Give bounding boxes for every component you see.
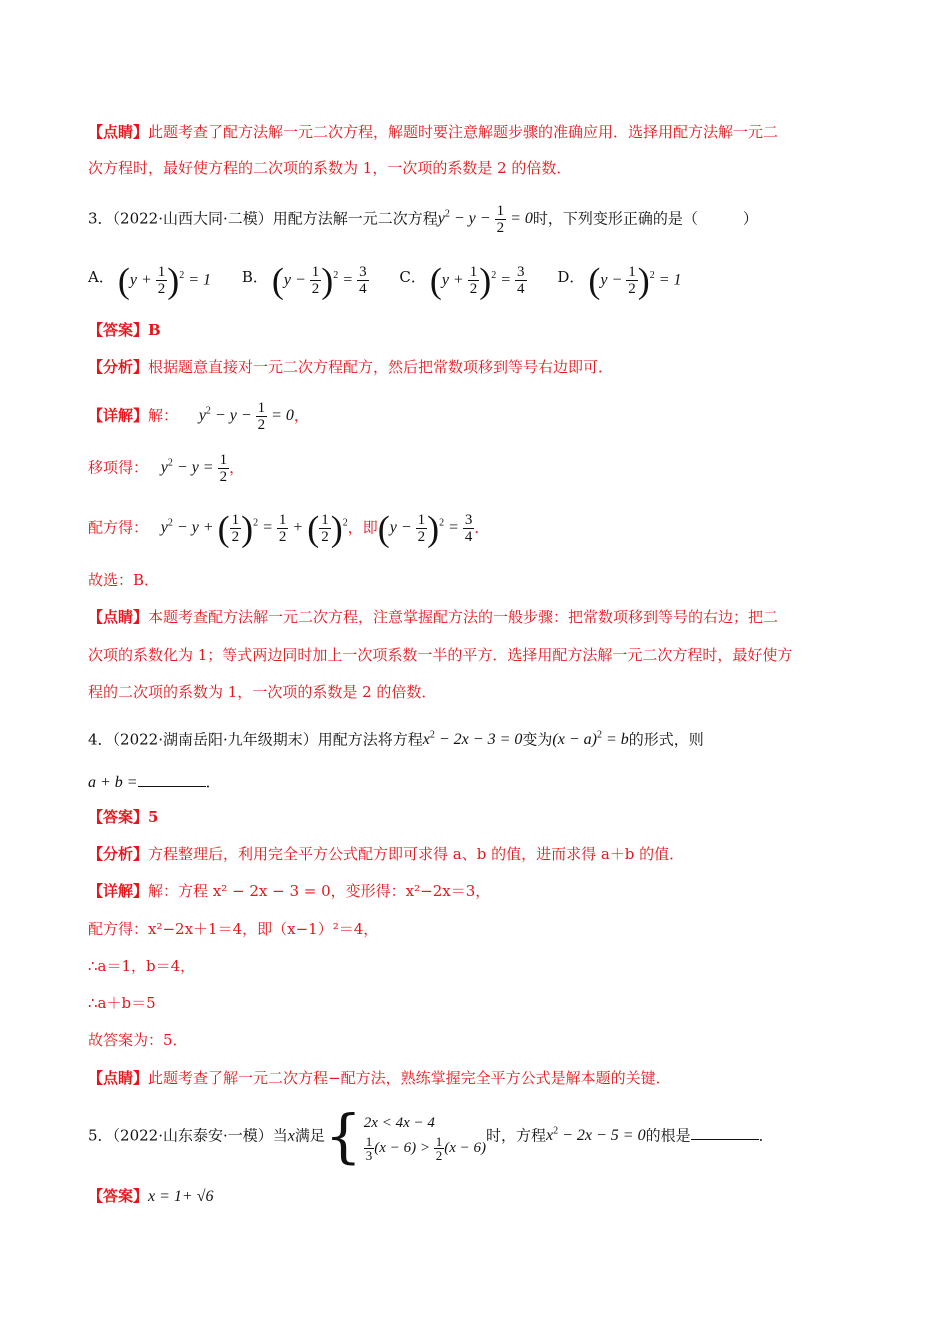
answer-blank[interactable] (691, 1139, 759, 1140)
conclusion: 故答案为：5． (88, 1031, 188, 1049)
question-4-line2 (88, 772, 890, 793)
answer-tag: 【答案】 (88, 808, 149, 826)
option-label: B． (241, 268, 268, 287)
comment-text: 次项的系数化为 1；等式两边同时加上一次项系数一半的平方．选择用配方法解一元二次方程时，最好使方 (88, 646, 793, 664)
question-3-tail: 时，下列变形正确的是（ ） (532, 209, 758, 228)
step-label: 移项得： (88, 458, 149, 477)
question-5-end: 的根是 (645, 1126, 691, 1145)
step-text: 配方得：x²−2x＋1＝4，即（x−1）²＝4， (88, 920, 379, 938)
question-3 (88, 200, 890, 236)
option-label: D． (557, 268, 585, 287)
equation: $y^2 - y$ + ( $\frac{1}{2}$ )$^2$ = $\frac{1}{2}$ + ( $\frac{1}{2}$ )$^2$ (160, 508, 348, 549)
comment-line (88, 645, 890, 665)
conclusion-line (88, 570, 890, 590)
equation: $y^2 - y$ − $\frac{1}{2}$ = 0 (437, 203, 533, 237)
detail-tag: 【详解】 (88, 882, 149, 900)
step-text: ∴a＋b＝5 (88, 994, 156, 1012)
step-mid: ，即 (347, 518, 378, 537)
question-5-stem: 5．（2022·山东泰安·一模）当 (88, 1126, 288, 1145)
question-5-mid: 满足 (294, 1126, 325, 1145)
answer-value: x = 1+ √6 (148, 1188, 214, 1205)
question-4-tail: 的形式，则 (628, 730, 704, 749)
option-label: A． (88, 268, 114, 287)
equation: $x^2 - 2x - 5 = 0$ (546, 1126, 646, 1145)
answer-tag: 【答案】 (88, 321, 149, 339)
punct: ． (205, 773, 221, 791)
comment-line (88, 158, 890, 178)
answer-line (88, 1186, 890, 1207)
answer-value: 5 (148, 808, 159, 826)
question-5-tail: 时，方程 (485, 1126, 546, 1145)
step-line (88, 956, 890, 976)
option-a: A． (y + $\frac{1}{2}$ )$^2$ = 1 (88, 260, 212, 301)
equation: $x^2 - 2x - 3 = 0$ (422, 730, 523, 749)
conclusion-line (88, 1030, 890, 1050)
answer-line (88, 320, 890, 340)
analysis-text: 根据题意直接对一元二次方程配方，然后把常数项移到等号右边即可． (148, 358, 614, 376)
question-4-stem: 4．（2022·湖南岳阳·九年级期末）用配方法将方程 (88, 730, 423, 749)
option-b: B． (y − $\frac{1}{2}$ )$^2$ = $\frac{3}{4}$ (241, 260, 367, 301)
analysis-line (88, 844, 890, 864)
detail-tag: 【详解】 (88, 406, 149, 425)
punct: ． (758, 1126, 774, 1145)
answer-line (88, 807, 890, 827)
detail-line: 【详解】解： $y^2 - y$ − $\frac{1}{2}$ = 0， (88, 400, 309, 434)
question-5: 5．（2022·山东泰安·一模）当x满足{ 2x < 4x − 4 $\frac{1}{3}$ (x − 6) > $\frac{1}{2}$ (x − 6) 时，方程$x^2 - 2x - 5 = 0$的根是 ． (88, 1102, 774, 1171)
option-c: C． (y + $\frac{1}{2}$ )$^2$ = $\frac{3}{4}$ (399, 260, 525, 301)
comment-text: 次方程时，最好使方程的二次项的系数为 1，一次项的系数是 2 的倍数． (88, 159, 572, 177)
comment-text: 此题考查了解一元二次方程−配方法，熟练掌握完全平方公式是解本题的关键． (148, 1069, 671, 1087)
step-text: ∴a＝1，b＝4， (88, 957, 196, 975)
answer-value: B (148, 321, 161, 339)
conclusion: 故选：B． (88, 571, 160, 589)
comment-line (88, 682, 890, 702)
equation: $(x - a)^2 = b$ (552, 730, 629, 749)
comment-tag: 【点睛】 (88, 1069, 149, 1087)
question-4 (88, 726, 890, 750)
comment-tag: 【点睛】 (88, 123, 149, 141)
comment-line (88, 1068, 890, 1088)
comment-tag: 【点睛】 (88, 608, 149, 626)
comment-text: 此题考查了配方法解一元二次方程，解题时要注意解题步骤的准确应用．选择用配方法解一元二 (148, 123, 779, 141)
comment-line (88, 607, 890, 627)
question-4-mid: 变为 (522, 730, 553, 749)
answer-tag: 【答案】 (88, 1187, 149, 1205)
comment-text: 本题考查配方法解一元二次方程，注意掌握配方法的一般步骤：把常数项移到等号的右边；把二 (148, 608, 779, 626)
option-d: D． (y − $\frac{1}{2}$ )$^2$ = 1 (557, 260, 682, 301)
comment-line (88, 122, 890, 142)
detail-intro: 解： (148, 406, 179, 425)
options-row (88, 254, 890, 302)
equation: $y^2 - y$ = $\frac{1}{2}$ (160, 452, 228, 486)
equation: (y − $\frac{1}{2}$ )$^2$ = $\frac{3}{4}$ (377, 508, 473, 549)
answer-blank[interactable] (138, 786, 206, 787)
step-line (88, 993, 890, 1013)
detail-text: 解：方程 x² − 2x − 3 = 0，变形得：x²−2x＝3， (148, 882, 491, 900)
inequality-system: 2x < 4x − 4 $\frac{1}{3}$ (x − 6) > $\frac{1}{2}$ (x − 6) (363, 1114, 486, 1163)
analysis-text: 方程整理后，利用完全平方公式配方即可求得 a、b 的值，进而求得 a＋b 的值． (148, 845, 685, 863)
analysis-tag: 【分析】 (88, 845, 149, 863)
step-label: 配方得： (88, 518, 149, 537)
step-line: 配方得： $y^2 - y$ + ( $\frac{1}{2}$ )$^2$ = $\frac{1}{2}$ + ( $\frac{1}{2}$ )$^2$，即(y − $\frac{1}{2}$ )$^2$ = $\frac{3}{4}$ ． (88, 508, 490, 549)
comment-text: 程的二次项的系数为 1，一次项的系数是 2 的倍数． (88, 683, 437, 701)
option-label: C． (399, 268, 426, 287)
detail-line (88, 881, 890, 901)
equation: a + b = (88, 774, 138, 791)
equation: $y^2 - y$ − $\frac{1}{2}$ = 0 (198, 400, 294, 434)
question-3-stem: 3．（2022·山西大同·二模）用配方法解一元二次方程 (88, 209, 438, 228)
analysis-tag: 【分析】 (88, 358, 149, 376)
step-line: 移项得： $y^2 - y$ = $\frac{1}{2}$ ， (88, 452, 245, 486)
step-line (88, 919, 890, 939)
analysis-line (88, 357, 890, 377)
